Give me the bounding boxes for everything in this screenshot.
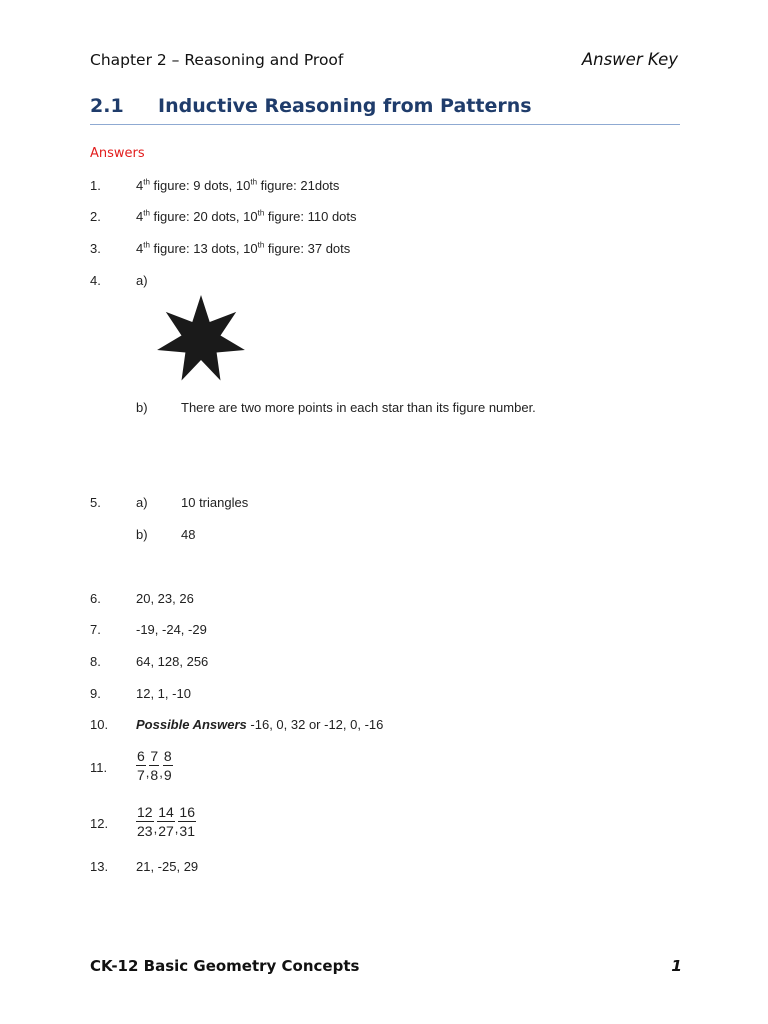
answer-8: 64, 128, 256 xyxy=(136,654,209,669)
possible-answers-label: Possible Answers xyxy=(136,717,247,732)
page-number: 1 xyxy=(671,957,682,975)
text: figure: 9 dots, 10 xyxy=(149,178,251,193)
text: 4 xyxy=(136,241,144,256)
part-label: b) xyxy=(136,400,148,415)
answer-12-fractions xyxy=(136,803,196,840)
answer-key-label: Answer Key xyxy=(581,50,678,69)
answer-13: 21, -25, 29 xyxy=(136,859,199,874)
separator: , xyxy=(174,821,179,836)
chapter-header: Chapter 2 – Reasoning and Proof xyxy=(90,51,344,69)
denominator: 27 xyxy=(158,823,174,839)
section-rule xyxy=(90,124,680,125)
text: figure: 110 dots xyxy=(264,209,357,224)
text: figure: 37 dots xyxy=(264,241,351,256)
item-number: 11. xyxy=(90,760,108,775)
fraction xyxy=(163,747,173,784)
answer-6: 20, 23, 26 xyxy=(136,591,194,606)
numerator: 14 xyxy=(158,804,174,820)
numerator: 8 xyxy=(163,748,172,764)
section-number: 2.1 xyxy=(90,95,124,117)
numerator: 12 xyxy=(137,804,153,820)
separator: , xyxy=(159,765,163,780)
fraction xyxy=(178,803,196,840)
item-number: 12. xyxy=(90,816,109,831)
text: figure: 21dots xyxy=(257,178,340,193)
item-number: 13. xyxy=(90,859,109,874)
section-title: Inductive Reasoning from Patterns xyxy=(158,95,532,117)
answer-7: -19, -24, -29 xyxy=(136,622,207,637)
item-number: 8. xyxy=(90,654,101,669)
text: 4 xyxy=(136,178,144,193)
answer-11-fractions xyxy=(136,747,173,784)
part-label: a) xyxy=(136,495,148,510)
numerator: 6 xyxy=(137,748,145,764)
superscript: th xyxy=(143,208,150,218)
denominator: 31 xyxy=(179,823,195,839)
part-label: b) xyxy=(136,527,148,542)
text: 4 xyxy=(136,209,144,224)
footer-book-title: CK-12 Basic Geometry Concepts xyxy=(90,957,360,975)
item-number: 9. xyxy=(90,686,101,701)
fraction xyxy=(136,747,146,784)
answers-label: Answers xyxy=(90,146,145,161)
answer-2 xyxy=(136,209,357,224)
text: figure: 20 dots, 10 xyxy=(149,209,258,224)
separator: , xyxy=(153,821,158,836)
superscript: th xyxy=(257,208,265,218)
answer-9: 12, 1, -10 xyxy=(136,686,191,701)
superscript: th xyxy=(257,240,265,250)
answer-5a: 10 triangles xyxy=(181,495,249,510)
fraction xyxy=(136,803,154,840)
seven-point-star-figure xyxy=(152,294,250,384)
denominator: 9 xyxy=(163,767,172,783)
superscript: th xyxy=(143,177,150,187)
fraction xyxy=(149,747,159,784)
item-number: 6. xyxy=(90,591,101,606)
answer-10 xyxy=(136,717,383,732)
superscript: th xyxy=(143,240,150,250)
text: -16, 0, 32 or -12, 0, -16 xyxy=(246,717,384,732)
part-label: a) xyxy=(136,273,148,288)
item-number: 4. xyxy=(90,273,101,288)
superscript: th xyxy=(250,177,258,187)
answer-4b: There are two more points in each star than its figure number. xyxy=(181,400,536,415)
fraction xyxy=(157,803,175,840)
answer-5b: 48 xyxy=(181,527,196,542)
item-number: 3. xyxy=(90,241,101,256)
answer-3 xyxy=(136,241,350,256)
denominator: 7 xyxy=(137,767,145,783)
star-shape xyxy=(157,295,245,381)
separator: , xyxy=(145,765,150,780)
item-number: 5. xyxy=(90,495,101,510)
text: figure: 13 dots, 10 xyxy=(149,241,258,256)
item-number: 2. xyxy=(90,209,101,224)
denominator: 23 xyxy=(137,823,153,839)
item-number: 1. xyxy=(90,178,101,193)
numerator: 16 xyxy=(179,804,195,820)
denominator: 8 xyxy=(150,767,159,783)
numerator: 7 xyxy=(150,748,159,764)
answer-1 xyxy=(136,178,339,193)
item-number: 7. xyxy=(90,622,101,637)
item-number: 10. xyxy=(90,717,109,732)
